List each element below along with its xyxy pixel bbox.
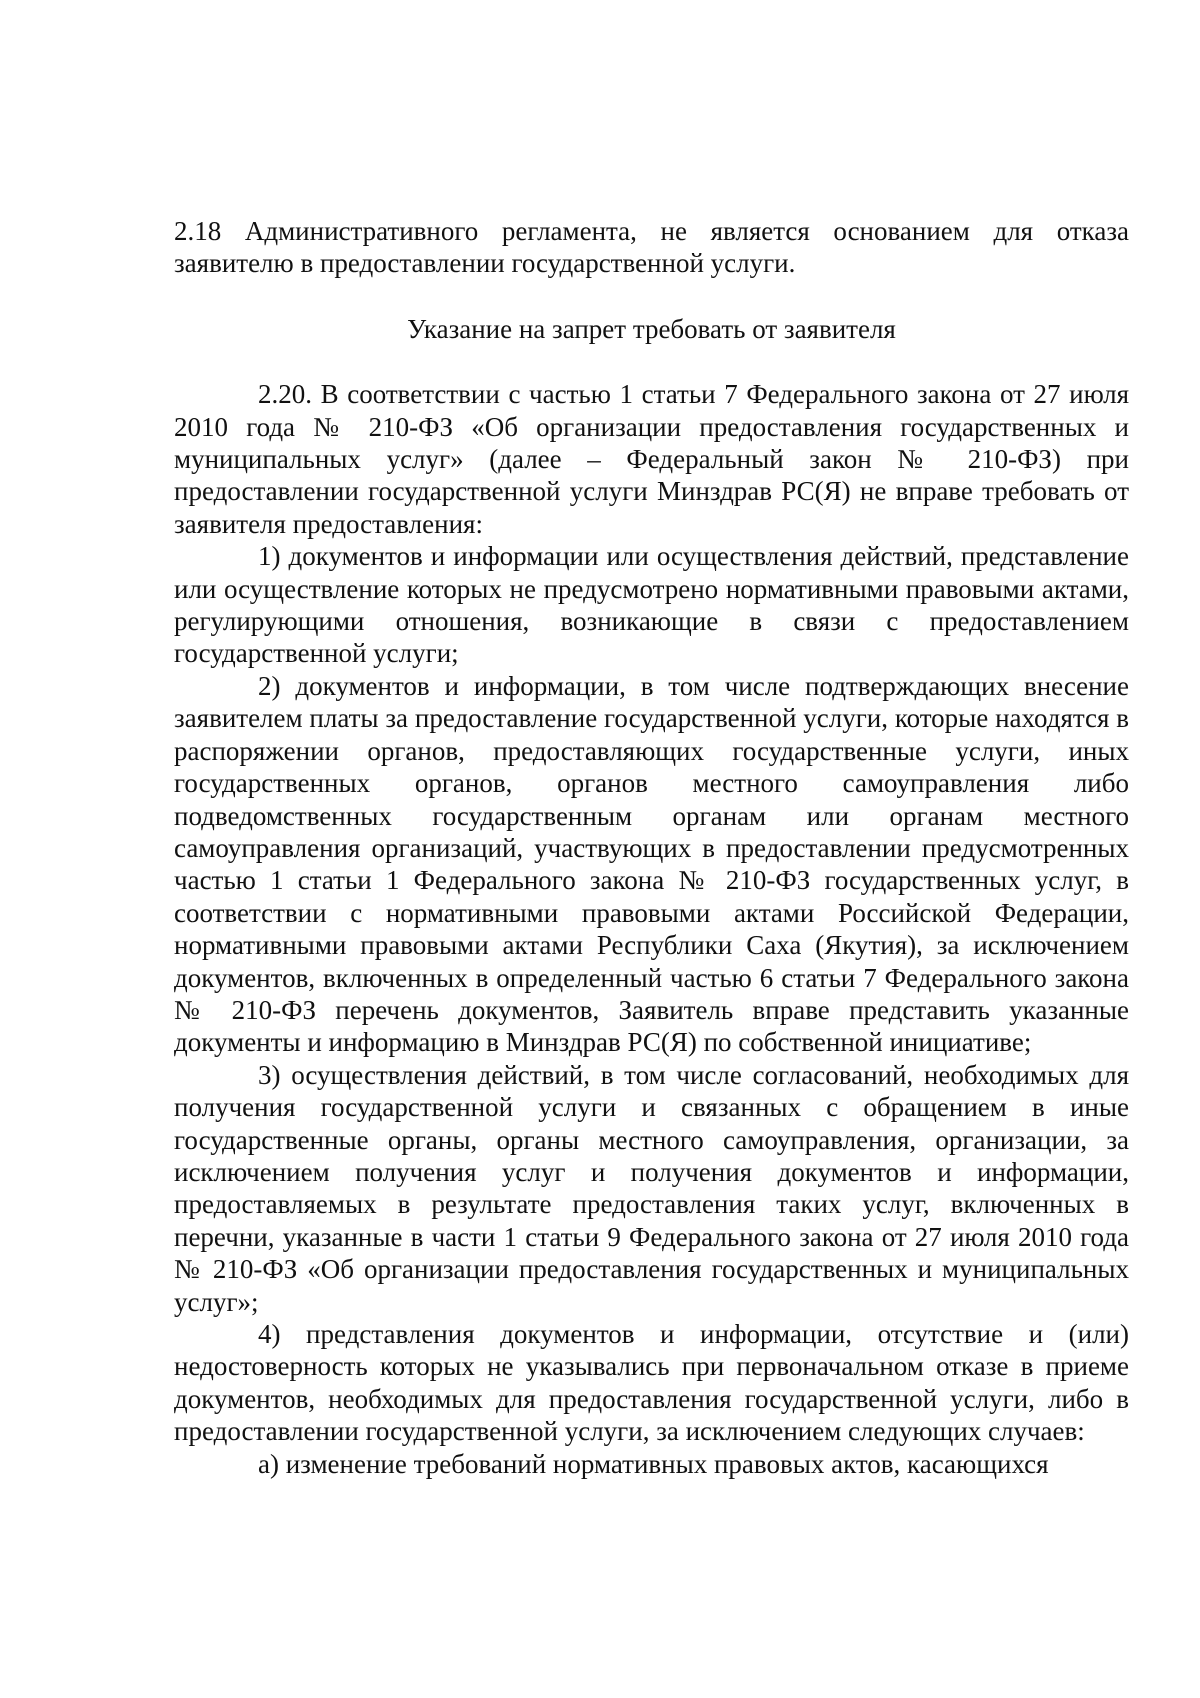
document-body xyxy=(174,215,1129,1480)
list-item-2: 2) документов и информации, в том числе подтверждающих внесение заявителем платы за предоставление государственной услуги, которые находятся в распоряжении органов, предоставляющих государственные услуги, иных государственных органов, органов местного самоуправления либо подведомственных государственным органам или органам местного самоуправления организаций, участвующих в предоставлении предусмотренных частью 1 статьи 1 Федерального закона № 210-ФЗ государственных услуг, в соответствии с нормативными правовыми актами Российской Федерации, нормативными правовыми актами Республики Саха (Якутия), за исключением документов, включенных в определенный частью 6 статьи 7 Федерального закона № 210-ФЗ перечень документов, Заявитель вправе представить указанные документы и информацию в Минздрав РС(Я) по собственной инициативе; xyxy=(174,670,1129,1058)
continuation-paragraph: 2.18 Административного регламента, не является основанием для отказа заявителю в предоставлении государственной услуги. xyxy=(174,216,1129,279)
section-heading: Указание на запрет требовать от заявителя xyxy=(407,313,896,344)
sub-item-a: а) изменение требований нормативных правовых актов, касающихся xyxy=(258,1448,1049,1479)
list-item-4: 4) представления документов и информации, отсутствие и (или) недостоверность которых не указывались при первоначальном отказе в приеме документов, необходимых для предоставления государственной услуги, либо в предоставлении государственной услуги, за исключением следующих случаев: xyxy=(174,1319,1129,1447)
paragraph-2-20: 2.20. В соответствии с частью 1 статьи 7 Федерального закона от 27 июля 2010 года № 210-ФЗ «Об организации предоставления государственных и муниципальных услуг» (далее – Федеральный закон № 210-ФЗ) при предоставлении государственной услуги Минздрав РС(Я) не вправе требовать от заявителя предоставления: xyxy=(174,379,1129,539)
list-item-3: 3) осуществления действий, в том числе согласований, необходимых для получения государственной услуги и связанных с обращением в иные государственные органы, органы местного самоуправления, организации, за исключением получения услуг и получения документов и информации, предоставляемых в результате предоставления таких услуг, включенных в перечни, указанные в части 1 статьи 9 Федерального закона от 27 июля 2010 года № 210-ФЗ «Об организации предоставления государственных и муниципальных услуг»; xyxy=(174,1059,1129,1317)
list-item-1: 1) документов и информации или осуществления действий, представление или осуществление которых не предусмотрено нормативными правовыми актами, регулирующими отношения, возникающие в связи с предоставлением государственной услуги; xyxy=(174,541,1129,669)
